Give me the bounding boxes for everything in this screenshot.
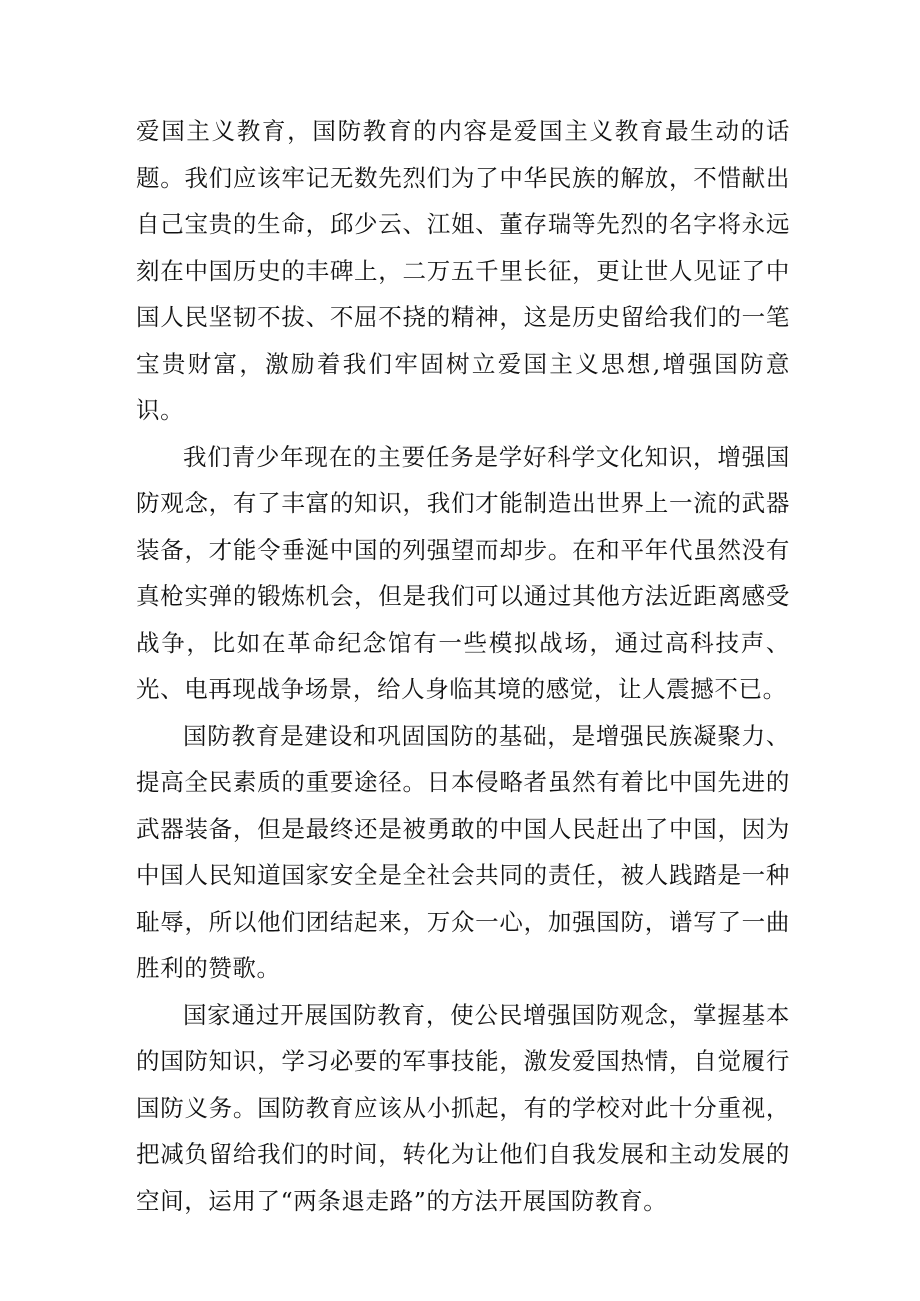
paragraph-4: 国家通过开展国防教育，使公民增强国防观念，掌握基本的国防知识，学习必要的军事技能，激发爱国热情，自觉履行国防义务。国防教育应该从小抓起，有的学校对此十分重视，把减负留给我们的时间，转化为让他们自我发展和主动发展的空间，运用了“两条退走路”的方法开展国防教育。 (136, 1000, 790, 1215)
paragraph-1: 爱国主义教育，国防教育的内容是爱国主义教育最生动的话题。我们应该牢记无数先烈们为了中华民族的解放，不惜献出自己宝贵的生命，邱少云、江姐、董存瑞等先烈的名字将永远刻在中国历史的丰碑上，二万五千里长征，更让世人见证了中国人民坚韧不拔、不屈不挠的精神，这是历史留给我们的一笔宝贵财富，激励着我们牢固树立爱国主义思想,增强国防意识。 (136, 117, 790, 424)
paragraph-2: 我们青少年现在的主要任务是学好科学文化知识，增强国防观念，有了丰富的知识，我们才能制造出世界上一流的武器装备，才能令垂涎中国的列强望而却步。在和平年代虽然没有真枪实弹的锻炼机会，但是我们可以通过其他方法近距离感受战争，比如在革命纪念馆有一些模拟战场，通过高科技声、光、电再现战争场景，给人身临其境的感觉，让人震撼不已。 (136, 442, 790, 703)
paragraph-3: 国防教育是建设和巩固国防的基础，是增强民族凝聚力、提高全民素质的重要途径。日本侵略者虽然有着比中国先进的武器装备，但是最终还是被勇敢的中国人民赶出了中国，因为中国人民知道国家安全是全社会共同的责任，被人践踏是一种耻辱，所以他们团结起来，万众一心，加强国防，谱写了一曲胜利的赞歌。 (136, 721, 790, 982)
document-page (136, 108, 790, 1224)
